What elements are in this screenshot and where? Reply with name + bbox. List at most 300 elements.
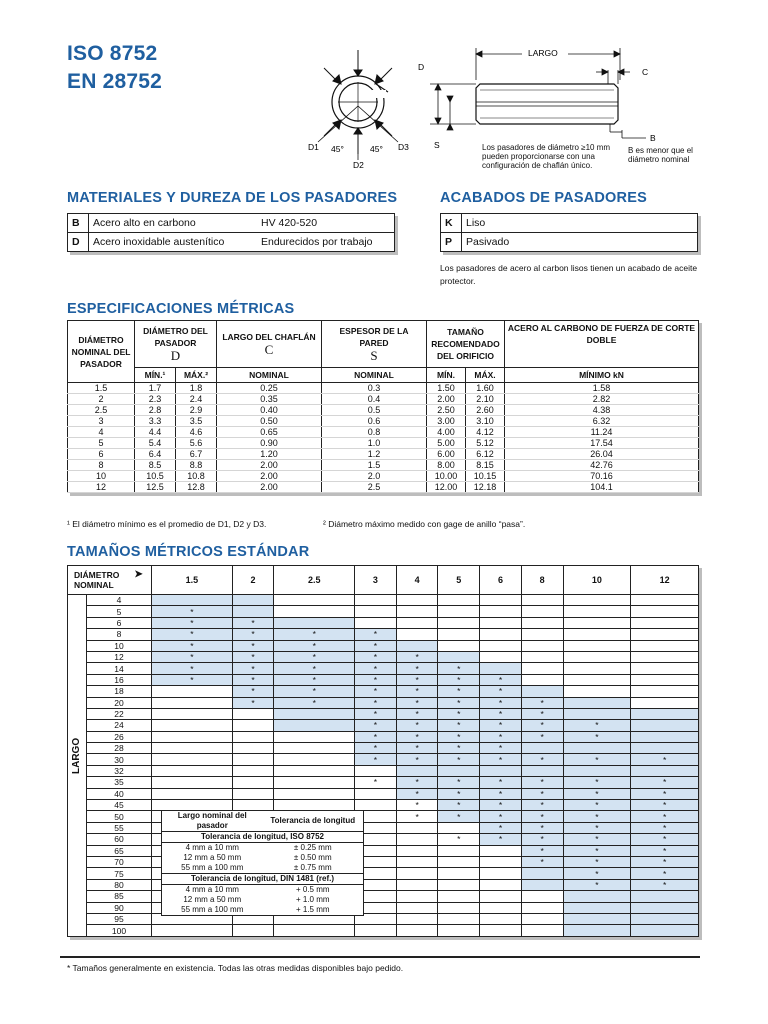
size-cell [355, 765, 397, 776]
stock-star: * [563, 856, 631, 867]
stock-star: * [631, 777, 699, 788]
size-cell [152, 777, 233, 788]
spec-cell-wall: 1.5 [322, 460, 427, 471]
length-label: 12 [87, 651, 152, 662]
spec-cell-shear: 4.38 [505, 405, 699, 416]
spec-cell-nominal: 10 [68, 471, 135, 482]
size-cell [438, 856, 480, 867]
finishes-table [440, 213, 698, 252]
stock-star: * [232, 651, 274, 662]
spec-cell-nominal: 4 [68, 427, 135, 438]
size-cell [563, 697, 631, 708]
stock-star: * [355, 686, 397, 697]
spec-cell-hole-max: 10.15 [466, 471, 505, 482]
table-row [68, 405, 699, 416]
tol-value: + 1.0 mm [295, 895, 330, 904]
spec-cell-hole-max: 12.18 [466, 482, 505, 493]
size-cell [631, 640, 699, 651]
stock-star: * [438, 674, 480, 685]
table-row [441, 233, 698, 252]
stock-star: * [355, 629, 397, 640]
stock-star: * [631, 788, 699, 799]
spec-cell-shear: 1.58 [505, 383, 699, 394]
diameter-header: 4 [396, 566, 438, 595]
material-name: Acero alto en carbono [93, 217, 196, 229]
sizes-heading: TAMAÑOS MÉTRICOS ESTÁNDAR [67, 544, 310, 560]
size-cell [152, 731, 233, 742]
sub-max-header: MÁX.² [176, 368, 217, 383]
size-cell [631, 902, 699, 913]
title-line-2: EN 28752 [67, 70, 163, 93]
stock-star: * [521, 845, 563, 856]
largo-side-label: LARGO [71, 738, 82, 775]
length-label: 20 [87, 697, 152, 708]
size-cell [438, 606, 480, 617]
stock-star: * [274, 697, 355, 708]
specs-footnote-1: ¹ El diámetro mínimo es el promedio de D1, D2 y D3. [67, 519, 267, 529]
size-cell [274, 765, 355, 776]
size-cell [521, 868, 563, 879]
stock-star: * [396, 731, 438, 742]
stock-star: * [152, 663, 233, 674]
size-cell [563, 743, 631, 754]
diameter-header: 2.5 [274, 566, 355, 595]
size-cell [355, 788, 397, 799]
size-cell [152, 686, 233, 697]
size-cell [438, 822, 480, 833]
finishes-note: Los pasadores de acero al carbon lisos tienen un acabado de aceite protector. [440, 263, 698, 286]
size-cell [521, 595, 563, 606]
tol-value: + 1.5 mm [295, 905, 330, 914]
length-label: 65 [87, 845, 152, 856]
length-label: 90 [87, 902, 152, 913]
material-code: B [68, 214, 89, 233]
size-cell [274, 788, 355, 799]
size-cell [631, 731, 699, 742]
angle1-label: 45° [331, 144, 344, 154]
finish-name: Pasivado [462, 233, 698, 252]
stock-star: * [480, 708, 522, 719]
size-cell [521, 629, 563, 640]
table-row [68, 471, 699, 482]
tol-value: + 0.5 mm [295, 885, 330, 894]
stock-star: * [355, 777, 397, 788]
spec-cell-wall: 2.5 [322, 482, 427, 493]
stock-star: * [355, 651, 397, 662]
finish-code: K [441, 214, 462, 233]
stock-star: * [521, 731, 563, 742]
spec-cell-dmax: 8.8 [176, 460, 217, 471]
size-cell [152, 754, 233, 765]
spec-cell-hole-min: 1.50 [427, 383, 466, 394]
size-cell [232, 708, 274, 719]
size-cell [480, 891, 522, 902]
spec-cell-shear: 104.1 [505, 482, 699, 493]
tol-length: 55 mm a 100 mm [181, 863, 244, 872]
size-cell [152, 595, 233, 606]
stock-star: * [274, 640, 355, 651]
stock-star: * [152, 629, 233, 640]
table-row [68, 777, 699, 788]
size-cell [152, 765, 233, 776]
size-cell [480, 640, 522, 651]
spec-cell-nominal: 3 [68, 416, 135, 427]
stock-star: * [480, 777, 522, 788]
length-label: 80 [87, 879, 152, 890]
spec-cell-shear: 70.16 [505, 471, 699, 482]
table-row [162, 895, 364, 905]
stock-star: * [438, 720, 480, 731]
tol-section-iso: Tolerancia de longitud, ISO 8752 [162, 832, 364, 843]
spec-cell-nominal: 2 [68, 394, 135, 405]
length-label: 26 [87, 731, 152, 742]
size-cell [480, 606, 522, 617]
size-cell [396, 891, 438, 902]
stock-star: * [480, 822, 522, 833]
spec-cell-hole-max: 6.12 [466, 449, 505, 460]
specs-table [67, 320, 699, 493]
size-cell [232, 754, 274, 765]
table-row [68, 788, 699, 799]
material-code: D [68, 233, 89, 252]
title-line-1: ISO 8752 [67, 42, 158, 65]
spec-cell-dmax: 12.8 [176, 482, 217, 493]
s-label: S [434, 140, 440, 150]
length-label: 22 [87, 708, 152, 719]
size-cell [563, 663, 631, 674]
table-row [68, 617, 699, 628]
size-cell [480, 856, 522, 867]
size-cell [480, 617, 522, 628]
size-cell [631, 891, 699, 902]
size-cell [521, 902, 563, 913]
spec-cell-dmin: 6.4 [135, 449, 176, 460]
spec-cell-hole-max: 8.15 [466, 460, 505, 471]
size-cell [396, 765, 438, 776]
spec-cell-dmin: 2.3 [135, 394, 176, 405]
spec-cell-chamfer: 0.90 [217, 438, 322, 449]
length-label: 24 [87, 720, 152, 731]
spec-cell-chamfer: 2.00 [217, 471, 322, 482]
table-row [68, 394, 699, 405]
size-cell [563, 891, 631, 902]
spec-cell-dmin: 5.4 [135, 438, 176, 449]
spec-cell-hole-max: 3.10 [466, 416, 505, 427]
size-cell [631, 913, 699, 924]
stock-star: * [480, 686, 522, 697]
stock-star: * [631, 856, 699, 867]
diameter-header: 1.5 [152, 566, 233, 595]
size-cell [521, 925, 563, 936]
size-cell [563, 629, 631, 640]
size-cell [438, 629, 480, 640]
table-row [68, 743, 699, 754]
material-name: Acero inoxidable austenítico [89, 233, 258, 252]
spec-cell-wall: 0.8 [322, 427, 427, 438]
sizes-corner-header [68, 566, 152, 595]
stock-star: * [563, 868, 631, 879]
table-row [68, 765, 699, 776]
stock-star: * [232, 629, 274, 640]
table-row [68, 460, 699, 471]
stock-star: * [480, 674, 522, 685]
stock-star: * [438, 788, 480, 799]
tol-value: ± 0.25 mm [293, 843, 332, 852]
table-row [68, 427, 699, 438]
spec-cell-dmin: 10.5 [135, 471, 176, 482]
diameter-header-text: DIÁMETRO DEL PASADOR [143, 326, 208, 348]
length-label: 28 [87, 743, 152, 754]
table-row [68, 595, 699, 606]
size-cell [274, 754, 355, 765]
table-row [68, 214, 395, 233]
table-row [68, 606, 699, 617]
diameter-header: 6 [480, 566, 522, 595]
diagram-note-chamfer: Los pasadores de diámetro ≥10 mm pueden proporcionarse con una configuración de chaflán único. [482, 143, 611, 170]
size-cell [438, 765, 480, 776]
size-cell [396, 902, 438, 913]
size-cell [396, 834, 438, 845]
spec-cell-wall: 0.6 [322, 416, 427, 427]
spec-cell-dmax: 2.4 [176, 394, 217, 405]
material-hardness: HV 420-520 [261, 217, 318, 229]
stock-star: * [274, 686, 355, 697]
size-cell [631, 765, 699, 776]
spec-cell-dmin: 8.5 [135, 460, 176, 471]
spec-cell-dmin: 4.4 [135, 427, 176, 438]
spec-cell-shear: 2.82 [505, 394, 699, 405]
spec-cell-nominal: 2.5 [68, 405, 135, 416]
stock-star: * [631, 811, 699, 822]
size-cell [480, 651, 522, 662]
d3-label: D3 [398, 142, 409, 152]
tolerance-table [161, 810, 364, 916]
size-cell [232, 777, 274, 788]
spec-cell-nominal: 12 [68, 482, 135, 493]
spec-cell-hole-min: 8.00 [427, 460, 466, 471]
size-cell [396, 845, 438, 856]
spec-cell-hole-max: 1.60 [466, 383, 505, 394]
largo-side-cell [68, 595, 87, 937]
diameter-header: 5 [438, 566, 480, 595]
length-label: 8 [87, 629, 152, 640]
stock-star: * [355, 708, 397, 719]
size-cell [480, 868, 522, 879]
stock-star: * [563, 879, 631, 890]
spec-cell-dmin: 1.7 [135, 383, 176, 394]
spec-cell-hole-max: 4.12 [466, 427, 505, 438]
spec-cell-shear: 17.54 [505, 438, 699, 449]
table-row [68, 482, 699, 493]
stock-star: * [152, 651, 233, 662]
stock-star: * [232, 674, 274, 685]
size-cell [355, 925, 397, 936]
tol-length: 4 mm a 10 mm [185, 885, 239, 894]
stock-star: * [232, 686, 274, 697]
size-cell [521, 765, 563, 776]
stock-star: * [521, 800, 563, 811]
tol-length: 4 mm a 10 mm [185, 843, 239, 852]
size-cell [355, 606, 397, 617]
size-cell [480, 845, 522, 856]
b-label: B [650, 133, 656, 143]
spec-cell-dmax: 4.6 [176, 427, 217, 438]
stock-star: * [355, 697, 397, 708]
length-label: 45 [87, 800, 152, 811]
spec-cell-chamfer: 1.20 [217, 449, 322, 460]
spec-cell-wall: 0.5 [322, 405, 427, 416]
size-cell [396, 925, 438, 936]
stock-star: * [396, 674, 438, 685]
tol-header-tolerance: Tolerancia de longitud [263, 811, 364, 832]
spec-cell-chamfer: 0.35 [217, 394, 322, 405]
sizes-footnote: * Tamaños generalmente en existencia. Todas las otras medidas disponibles bajo pedido. [67, 963, 404, 973]
stock-star: * [521, 811, 563, 822]
stock-star: * [396, 788, 438, 799]
size-cell [152, 697, 233, 708]
spec-cell-hole-max: 2.10 [466, 394, 505, 405]
size-cell [521, 891, 563, 902]
table-row [68, 925, 699, 936]
finishes-heading: ACABADOS DE PASADORES [440, 190, 647, 206]
spec-cell-wall: 0.4 [322, 394, 427, 405]
finish-name: Liso [466, 217, 486, 229]
stock-star: * [563, 845, 631, 856]
table-row [68, 663, 699, 674]
angle2-label: 45° [370, 144, 383, 154]
table-row [68, 731, 699, 742]
length-label: 40 [87, 788, 152, 799]
stock-star: * [480, 754, 522, 765]
stock-star: * [232, 617, 274, 628]
spec-cell-hole-min: 5.00 [427, 438, 466, 449]
size-cell [563, 913, 631, 924]
size-cell [232, 925, 274, 936]
stock-star: * [563, 811, 631, 822]
tol-section-din: Tolerancia de longitud, DIN 1481 (ref.) [162, 874, 364, 885]
size-cell [152, 925, 233, 936]
wall-header-text: ESPESOR DE LA PARED [339, 326, 409, 348]
size-cell [631, 651, 699, 662]
stock-star: * [396, 663, 438, 674]
stock-star: * [563, 834, 631, 845]
stock-star: * [563, 788, 631, 799]
col-wall-header [322, 321, 427, 368]
col-shear-header: ACERO AL CARBONO DE FUERZA DE CORTE DOBLE [505, 321, 699, 368]
spec-cell-wall: 1.0 [322, 438, 427, 449]
spec-cell-dmax: 2.9 [176, 405, 217, 416]
spec-cell-dmax: 6.7 [176, 449, 217, 460]
size-cell [631, 925, 699, 936]
size-cell [480, 595, 522, 606]
table-row [68, 686, 699, 697]
stock-star: * [438, 743, 480, 754]
size-cell [274, 743, 355, 754]
size-cell [480, 925, 522, 936]
diameter-symbol: D [170, 348, 181, 363]
size-cell [631, 595, 699, 606]
size-cell [438, 925, 480, 936]
length-label: 14 [87, 663, 152, 674]
stock-star: * [563, 754, 631, 765]
size-cell [438, 617, 480, 628]
specs-footnote-2: ² Diámetro máximo medido con gage de anillo “pasa”. [323, 519, 526, 529]
stock-star: * [355, 663, 397, 674]
stock-star: * [232, 663, 274, 674]
size-cell [631, 697, 699, 708]
sub-shear-header: MÍNIMO kN [505, 368, 699, 383]
spec-cell-hole-min: 2.00 [427, 394, 466, 405]
spec-cell-wall: 2.0 [322, 471, 427, 482]
stock-star: * [355, 754, 397, 765]
stock-star: * [480, 743, 522, 754]
size-cell [274, 731, 355, 742]
size-cell [152, 708, 233, 719]
size-cell [232, 731, 274, 742]
stock-star: * [631, 834, 699, 845]
stock-star: * [232, 640, 274, 651]
spec-cell-hole-min: 4.00 [427, 427, 466, 438]
spec-cell-dmax: 3.5 [176, 416, 217, 427]
stock-star: * [355, 720, 397, 731]
stock-star: * [396, 743, 438, 754]
size-cell [521, 651, 563, 662]
stock-star: * [274, 651, 355, 662]
length-label: 100 [87, 925, 152, 936]
c-label: C [642, 67, 649, 77]
size-cell [438, 640, 480, 651]
size-cell [631, 663, 699, 674]
size-cell [438, 913, 480, 924]
stock-star: * [521, 720, 563, 731]
arrow-right-icon: ➤ [134, 569, 143, 580]
size-cell [563, 640, 631, 651]
stock-star: * [152, 617, 233, 628]
size-cell [438, 902, 480, 913]
stock-star: * [521, 822, 563, 833]
length-label: 75 [87, 868, 152, 879]
spec-cell-shear: 26.04 [505, 449, 699, 460]
size-cell [396, 822, 438, 833]
stock-star: * [521, 697, 563, 708]
spec-cell-shear: 42.76 [505, 460, 699, 471]
table-row [162, 863, 364, 874]
size-cell [396, 606, 438, 617]
size-cell [232, 606, 274, 617]
spec-cell-dmax: 1.8 [176, 383, 217, 394]
size-cell [232, 595, 274, 606]
table-row [68, 708, 699, 719]
size-cell [396, 913, 438, 924]
sub-nominal-header-2: NOMINAL [322, 368, 427, 383]
spec-cell-wall: 1.2 [322, 449, 427, 460]
tol-value: ± 0.75 mm [293, 863, 332, 872]
diameter-header: 12 [631, 566, 699, 595]
col-chamfer-header [217, 321, 322, 368]
size-cell [396, 856, 438, 867]
table-row [162, 843, 364, 854]
chamfer-symbol: C [264, 342, 274, 357]
spec-cell-hole-min: 6.00 [427, 449, 466, 460]
size-cell [563, 595, 631, 606]
table-row [68, 449, 699, 460]
size-cell [521, 879, 563, 890]
size-cell [438, 879, 480, 890]
size-cell [438, 868, 480, 879]
size-cell [152, 720, 233, 731]
spec-cell-chamfer: 0.25 [217, 383, 322, 394]
spec-cell-hole-max: 5.12 [466, 438, 505, 449]
